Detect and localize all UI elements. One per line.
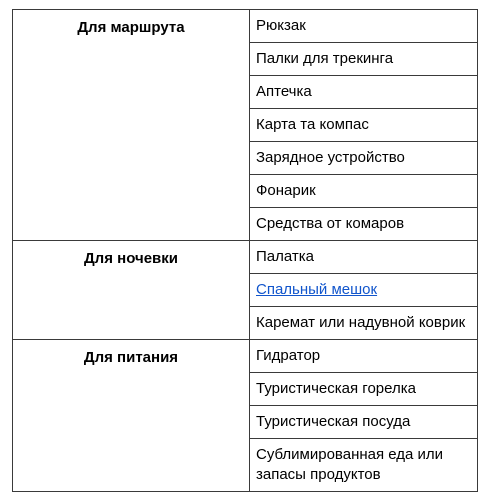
item-cell — [250, 274, 478, 307]
item-cell: Палатка — [250, 241, 478, 274]
item-cell: Гидратор — [250, 340, 478, 373]
table-row — [13, 241, 478, 274]
item-cell: Рюкзак — [250, 10, 478, 43]
table-row — [13, 340, 478, 373]
item-cell: Карта та компас — [250, 109, 478, 142]
category-cell: Для маршрута — [13, 10, 250, 241]
item-cell: Палки для трекинга — [250, 43, 478, 76]
category-cell: Для ночевки — [13, 241, 250, 340]
item-cell: Средства от комаров — [250, 208, 478, 241]
category-cell: Для питания — [13, 340, 250, 492]
equipment-table — [12, 9, 478, 492]
item-cell: Туристическая горелка — [250, 373, 478, 406]
item-cell: Аптечка — [250, 76, 478, 109]
table-row — [13, 10, 478, 43]
item-cell: Фонарик — [250, 175, 478, 208]
item-cell: Туристическая посуда — [250, 406, 478, 439]
item-cell: Каремат или надувной коврик — [250, 307, 478, 340]
item-cell: Зарядное устройство — [250, 142, 478, 175]
item-cell: Сублимированная еда или запасы продуктов — [250, 439, 478, 492]
sleeping-bag-link[interactable]: Спальный мешок — [256, 281, 378, 298]
